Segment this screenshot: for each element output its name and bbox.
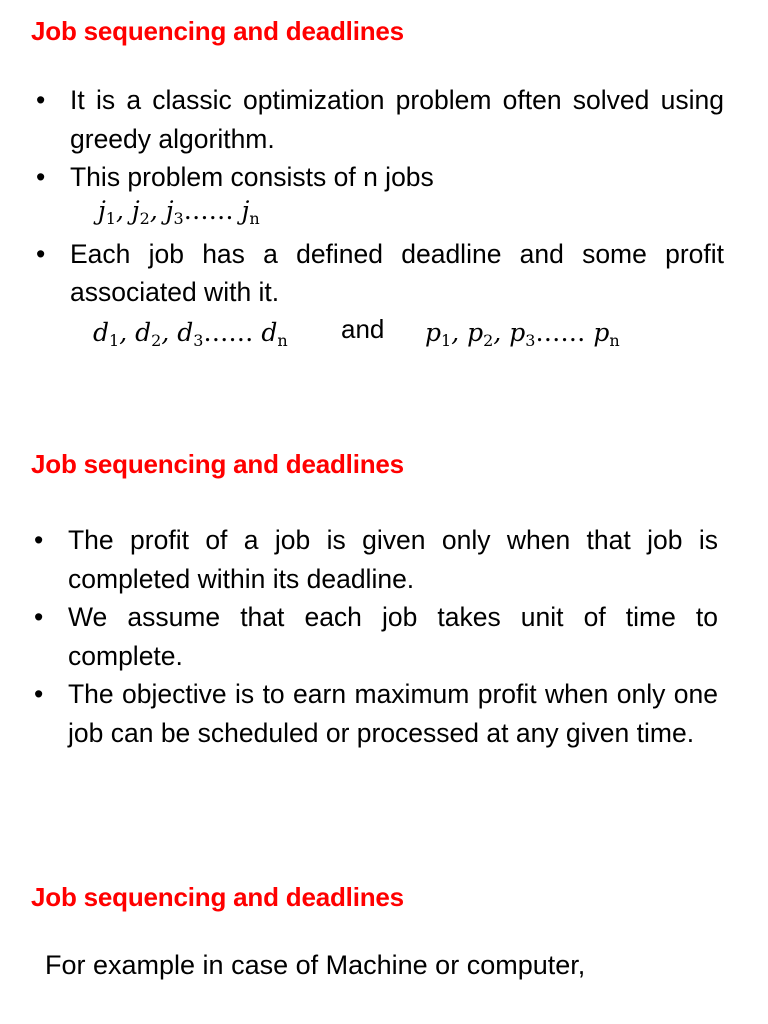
- bullet-icon: •: [34, 679, 44, 709]
- formula-connector: [341, 314, 384, 345]
- bullet-icon: •: [34, 525, 44, 555]
- bullet-icon: •: [34, 602, 44, 632]
- formula-ellipsis: ……: [183, 196, 234, 225]
- formula-symbol: p: [593, 318, 610, 347]
- formula-connector-text: and: [341, 314, 385, 344]
- formula-symbol: d: [93, 318, 110, 347]
- formula-symbol: p: [509, 318, 526, 347]
- profit-formula: $p_1$, $p_2$, $p_3\dots\dots$ $p_n$: [425, 318, 620, 350]
- formula-subscript: 1: [105, 209, 116, 228]
- bullet-text: We assume that each job takes unit of time to complete.: [68, 602, 718, 671]
- formula-subscript: n: [277, 331, 288, 350]
- formula-subscript: 1: [441, 331, 452, 350]
- bullet-icon: •: [36, 238, 46, 269]
- jobs-formula: $j_1$, $j_2$, $j_3\dots\dots$ $j_n$: [98, 196, 260, 228]
- formula-symbol: p: [467, 318, 484, 347]
- formula-subscript: n: [249, 209, 260, 228]
- bullet-item: [34, 675, 718, 752]
- formula-subscript: 2: [483, 331, 494, 350]
- formula-subscript: 3: [525, 331, 536, 350]
- formula-symbol: j: [131, 196, 140, 225]
- formula-subscript: 2: [139, 209, 150, 228]
- deadline-formula: $d_1$, $d_2$, $d_3\dots\dots$ $d_n$: [93, 318, 288, 350]
- bullet-text: The profit of a job is given only when that job is completed within its deadline.: [68, 525, 718, 594]
- bullet-text: The objective is to earn maximum profit when only one job can be scheduled or processed at any given time.: [68, 679, 718, 748]
- formula-subscript: n: [609, 331, 620, 350]
- bullet-text: It is a classic optimization problem often solved using greedy algorithm.: [70, 85, 724, 154]
- bullet-item: [36, 81, 724, 158]
- formula-ellipsis: ……: [203, 318, 254, 347]
- slide-title: Job sequencing and deadlines: [31, 16, 404, 46]
- formula-symbol: j: [98, 196, 106, 225]
- bullet-item: [34, 521, 718, 598]
- bullet-item: [36, 158, 724, 197]
- formula-symbol: d: [135, 318, 152, 347]
- formula-subscript: 2: [151, 331, 162, 350]
- bullet-text: This problem consists of n jobs: [70, 162, 434, 192]
- formula-subscript: 3: [193, 331, 204, 350]
- formula-symbol: j: [165, 196, 174, 225]
- formula-ellipsis: ……: [535, 318, 586, 347]
- bullet-icon: •: [36, 162, 46, 192]
- slide-title: Job sequencing and deadlines: [31, 449, 404, 479]
- bullet-item: [34, 598, 718, 675]
- formula-symbol: p: [425, 318, 442, 347]
- bullet-list: [34, 521, 718, 752]
- formula-symbol: d: [261, 318, 278, 347]
- formula-subscript: 1: [109, 331, 120, 350]
- bullet-icon: •: [36, 85, 46, 115]
- formula-subscript: 3: [173, 209, 184, 228]
- formula-symbol: d: [177, 318, 194, 347]
- slide-title: Job sequencing and deadlines: [31, 882, 404, 912]
- formula-symbol: j: [241, 196, 250, 225]
- bullet-item: [36, 235, 724, 312]
- body-text: For example in case of Machine or computer,: [45, 950, 586, 980]
- bullet-text: Each job has a defined deadline and some profit associated with it.: [70, 238, 724, 307]
